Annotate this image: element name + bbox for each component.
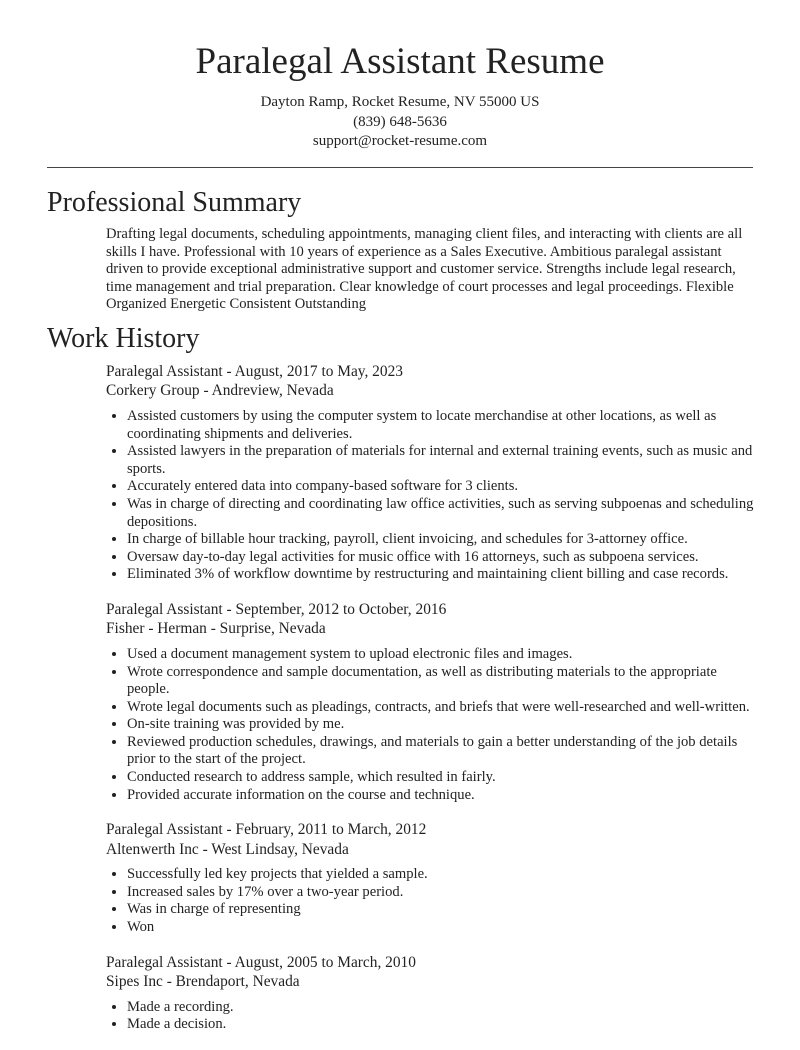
job-entry xyxy=(106,953,756,1034)
job-company: Corkery Group - Andreview, Nevada xyxy=(106,382,334,400)
job-bullet: • Wrote correspondence and sample documentation, as well as distributing materials to the appropriate people. xyxy=(127,664,756,699)
job-bullet: • Assisted lawyers in the preparation of materials for internal and external training events, such as music and sports. xyxy=(127,443,756,478)
job-company: Fisher - Herman - Surprise, Nevada xyxy=(106,620,326,638)
job-company: Sipes Inc - Brendaport, Nevada xyxy=(106,973,300,991)
phone: (839) 648-5636 xyxy=(353,113,447,130)
job-bullet: • Successfully led key projects that yielded a sample. xyxy=(127,866,756,884)
job-bullet: • Provided accurate information on the course and technique. xyxy=(127,787,756,805)
job-title: Paralegal Assistant - September, 2012 to October, 2016 xyxy=(106,600,447,618)
email: support@rocket-resume.com xyxy=(312,133,488,149)
job-bullets xyxy=(106,408,756,584)
job-bullet: • Reviewed production schedules, drawings, and materials to gain a better understanding of the job details prior to the start of the project. xyxy=(127,734,756,769)
job-bullet: • Was in charge of directing and coordinating law office activities, such as serving subpoenas and scheduling depositions. xyxy=(127,496,756,531)
job-bullet: • Assisted customers by using the computer system to locate merchandise at other locations, as well as coordinating shipments and deliveries. xyxy=(127,408,756,443)
summary-heading: Professional Summary xyxy=(47,187,302,218)
job-bullet: • Was in charge of representing xyxy=(127,901,756,919)
job-bullet: • On-site training was provided by me. xyxy=(127,716,756,734)
resume-content xyxy=(47,186,753,1050)
job-title: Paralegal Assistant - February, 2011 to March, 2012 xyxy=(106,821,427,839)
job-bullet: • Made a decision. xyxy=(127,1016,756,1034)
job-bullet: • Wrote legal documents such as pleadings, contracts, and briefs that were well-researched and well-written. xyxy=(127,699,756,717)
job-bullet: • Conducted research to address sample, which resulted in fairly. xyxy=(127,769,756,787)
job-bullet: • Eliminated 3% of workflow downtime by restructuring and maintaining client billing and case records. xyxy=(127,566,756,584)
job-bullets xyxy=(106,866,756,936)
job-entry xyxy=(106,362,756,584)
job-bullet: • Made a recording. xyxy=(127,999,756,1017)
job-entry xyxy=(106,600,756,804)
job-bullet: • Used a document management system to upload electronic files and images. xyxy=(127,646,756,664)
job-bullet: • Oversaw day-to-day legal activities for music office with 16 attorneys, such as subpoena services. xyxy=(127,549,756,567)
job-title: Paralegal Assistant - August, 2005 to March, 2010 xyxy=(106,953,416,971)
address: Dayton Ramp, Rocket Resume, NV 55000 US xyxy=(260,94,540,110)
job-bullet: • Won xyxy=(127,919,756,937)
job-bullets xyxy=(106,646,756,804)
job-bullet: • Accurately entered data into company-based software for 3 clients. xyxy=(127,478,756,496)
job-bullet: • In charge of billable hour tracking, payroll, client invoicing, and schedules for 3-attorney office. xyxy=(127,531,756,549)
job-bullets xyxy=(106,999,756,1034)
resume-title: Paralegal Assistant Resume xyxy=(195,41,605,82)
divider xyxy=(47,167,753,168)
job-entry xyxy=(106,820,756,936)
contact-info xyxy=(0,93,800,152)
job-title: Paralegal Assistant - August, 2017 to May, 2023 xyxy=(106,362,403,380)
work-history-heading: Work History xyxy=(47,322,200,354)
job-company: Altenwerth Inc - West Lindsay, Nevada xyxy=(106,840,349,858)
job-list xyxy=(47,362,753,1034)
summary-text: Drafting legal documents, scheduling appointments, managing client files, and interacting with clients are all skills I have. Professional with 10 years of experience as a Sales Executive. Ambitious paralegal assistant driven to provide exceptional administrative support and customer service. Strengths include legal research, time management and trial preparation. Clear knowledge of court processes and legal proceedings. Flexible Organized Energetic Consistent Outstanding xyxy=(106,226,743,313)
job-bullet: • Increased sales by 17% over a two-year period. xyxy=(127,884,756,902)
